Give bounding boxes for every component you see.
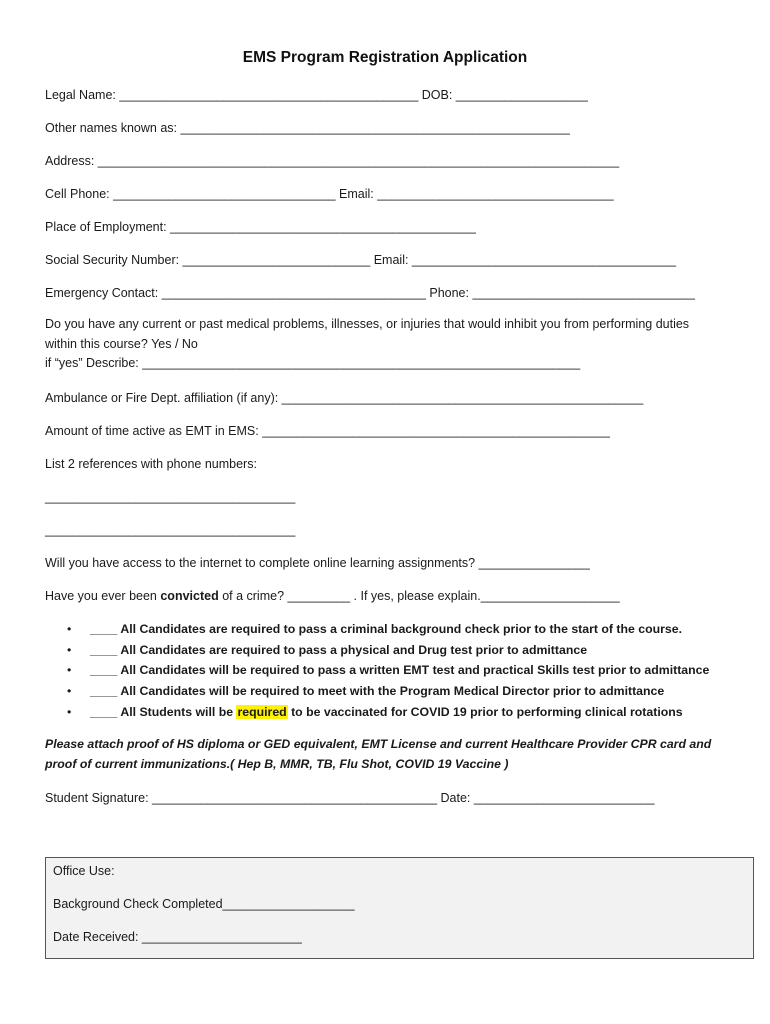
other-names-field[interactable]: Other names known as: ________________________________________________________ xyxy=(45,121,570,135)
medical-question-line-1: Do you have any current or past medical problems, illnesses, or injuries that would inhibit you from performing duties xyxy=(45,317,690,331)
bullet-icon: • xyxy=(67,642,72,657)
references-label: List 2 references with phone numbers: xyxy=(45,457,257,471)
medical-question-line-2[interactable]: within this course? Yes / No xyxy=(45,336,198,351)
conviction-bold: convicted xyxy=(160,589,219,603)
requirement-text xyxy=(90,702,683,722)
conviction-post: of a crime? _________ . If yes, please explain.____________________ xyxy=(218,589,620,603)
signature-field[interactable]: Student Signature: _________________________________________ Date: __________________________ xyxy=(45,791,655,805)
background-check-field[interactable]: Background Check Completed___________________ xyxy=(53,897,355,911)
list-item[interactable] xyxy=(45,702,745,723)
requirements-list xyxy=(45,619,745,722)
requirement-text: ____ All Candidates are required to pass a physical and Drug test prior to admittance xyxy=(90,642,588,657)
list-item[interactable] xyxy=(45,619,745,640)
medical-question xyxy=(45,315,725,374)
highlighted-word: required xyxy=(237,704,287,719)
bullet-icon: • xyxy=(67,704,72,719)
bullet-icon: • xyxy=(67,622,72,636)
attachment-note: Please attach proof of HS diploma or GED equivalent, EMT License and current Healthcare Provider CPR card and proof of current immunizations.( Hep B, MMR, TB, Flu Shot, COVID 19 Vaccine ) xyxy=(45,737,712,771)
date-received-field[interactable]: Date Received: _______________________ xyxy=(53,930,302,944)
conviction-pre: Have you ever been xyxy=(45,589,161,603)
bullet5-post: to be vaccinated for COVID 19 prior to performing clinical rotations xyxy=(287,704,683,719)
conviction-field[interactable] xyxy=(45,588,620,604)
bullet-icon: • xyxy=(67,663,72,678)
form-title: EMS Program Registration Application xyxy=(242,49,528,66)
medical-describe-field[interactable]: if “yes” Describe: _______________________________________________________________ xyxy=(45,356,581,370)
office-use-heading: Office Use: xyxy=(53,864,115,878)
time-active-field[interactable]: Amount of time active as EMT in EMS: __________________________________________________ xyxy=(45,424,610,438)
employment-field[interactable]: Place of Employment: ____________________________________________ xyxy=(45,220,476,234)
address-field[interactable]: Address: ___________________________________________________________________________ xyxy=(45,154,620,168)
ssn-field[interactable]: Social Security Number: ___________________________ Email: ______________________________________ xyxy=(45,253,677,267)
office-use-box xyxy=(45,857,754,959)
requirement-text: ____ All Candidates will be required to meet with the Program Medical Director prior to admittance xyxy=(90,684,665,699)
bullet-icon: • xyxy=(67,684,72,699)
internet-access-field[interactable]: Will you have access to the internet to complete online learning assignments? ________________ xyxy=(45,556,590,570)
reference-line-1[interactable]: ____________________________________ xyxy=(45,490,296,504)
requirement-text: ____ All Candidates are required to pass a criminal background check prior to the start of the course. xyxy=(90,622,683,636)
list-item[interactable] xyxy=(45,640,745,661)
emergency-contact-field[interactable]: Emergency Contact: ______________________________________ Phone: ________________________________ xyxy=(45,286,695,300)
list-item[interactable] xyxy=(45,681,745,702)
bullet5-pre: ____ All Students will be xyxy=(90,704,237,719)
reference-line-2[interactable]: ____________________________________ xyxy=(45,523,296,537)
cell-phone-field[interactable]: Cell Phone: ________________________________ Email: __________________________________ xyxy=(45,187,614,201)
legal-name-field[interactable]: Legal Name: ___________________________________________ DOB: ___________________ xyxy=(45,88,588,102)
list-item[interactable] xyxy=(45,660,745,681)
affiliation-field[interactable]: Ambulance or Fire Dept. affiliation (if any): ____________________________________________________ xyxy=(45,391,644,405)
requirement-text: ____ All Candidates will be required to pass a written EMT test and practical Skills test prior to admittance xyxy=(90,663,710,678)
